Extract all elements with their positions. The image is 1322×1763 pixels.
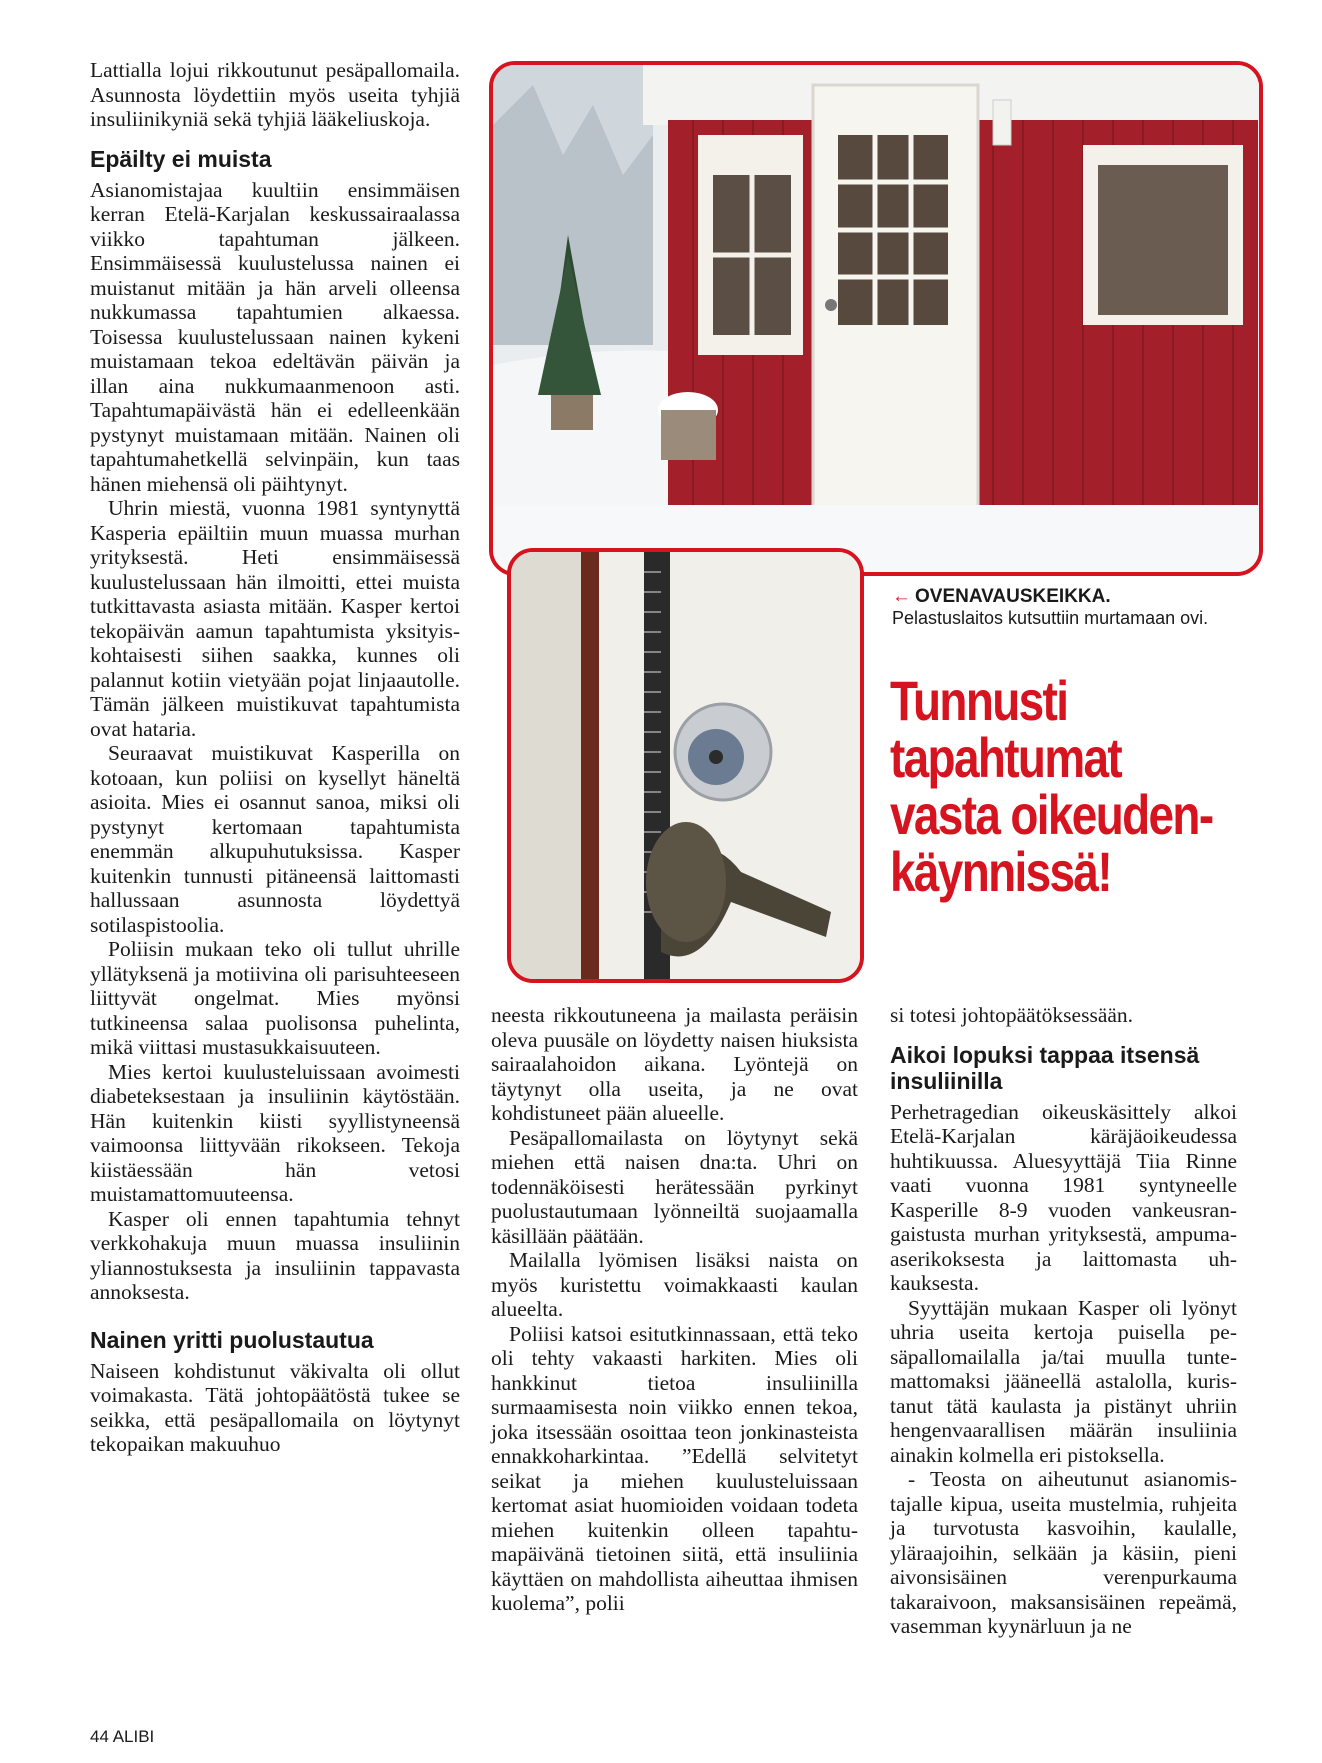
headline-line: vasta oikeuden- xyxy=(890,783,1213,846)
article-column-1 xyxy=(90,58,460,1457)
headline-line: käynnissä! xyxy=(890,840,1111,903)
paragraph: Mailalla lyömisen lisäksi naista on myös kuristettu voimakkaasti kaulan alueelta. xyxy=(491,1248,858,1321)
house-photo xyxy=(489,61,1263,576)
caption-title xyxy=(892,586,1252,608)
paragraph: Naiseen kohdistunut väkivalta oli ollut voimakasta. Tätä johtopäätöstä tukee se seikka, että pesäpallomaila on löytynyt tekopaikan makuuhuo xyxy=(90,1358,460,1456)
paragraph: Lattialla lojui rikkoutunut pesäpallomaila. Asunnosta löydettiin myös useita tyhjiä insuliinikyniä sekä tyhjiä lääkeliuskoja. xyxy=(90,58,460,131)
paragraph: Perhetragedian oikeuskäsittely alkoi Etelä-Karjalan käräjäoikeudessa huhtikuussa. Aluesyyttäjä Tiia Rinne vaati vuonna 1981 syntyneelle Kasperille 8-9 vuoden vankeusrangaistusta murhan yrityksestä, ampuma-aserikoksesta ja laittomasta uhkauksesta. xyxy=(890,1099,1237,1295)
arrow-left-icon: ← xyxy=(892,586,911,607)
paragraph: si totesi johtopäätöksessään. xyxy=(890,1003,1134,1027)
subheading: Epäilty ei muista xyxy=(90,145,272,172)
door-lock-photo xyxy=(507,548,864,983)
headline-line: tapahtumat xyxy=(890,726,1122,789)
article-column-3 xyxy=(890,1003,1237,1639)
paragraph: Asianomistajaa kuultiin ensimmäisen kerran Etelä-Karjalan keskussairaalassa viikko tapahtuman jälkeen. Ensimmäisessä kuulustelussa nainen ei muistanut mitään ja hän arveli olleensa nukkumassa tapahtumien alkaessa. Toisessa kuulustelussaan nainen kykeni muistamaan tekoa edeltävän päivän ja illan aina nukkumaanmenoon asti. Tapahtumapäivästä hän ei edelleenkään pystynyt muistamaan mitään. Nainen oli tapahtumahetkellä selvinpäin, kun taas hänen miehensä oli päihtynyt. xyxy=(90,177,460,496)
paragraph: - Teosta on aiheutunut asianomistajalle kipua, useita mustelmia, ruhjeita ja turvotusta kasvoihin, kaulalle, yläraajoihin, selkään ja käsiin, pieni aivonsisäinen verenpurkauma takaraivoon, maksansisäinen repeämä, vasemman kyynärluun ja ne xyxy=(890,1467,1237,1638)
paragraph: Poliisin mukaan teko oli tullut uhrille yllätyksenä ja motiivina oli parisuhteeseen liittyvät ongelmat. Mies myönsi tutkineensa salaa puolisonsa puhelinta, mikä viittasi mustasukkaisuuteen. xyxy=(90,937,460,1059)
paragraph: Pesäpallomailasta on löytynyt sekä miehen että naisen dna:ta. Uhri on todennäköisesti herätessään pyrkinyt puolustautumaan lyönneiltä suojaamalla käsillään päätään. xyxy=(491,1125,858,1248)
caption-title-text: OVENAVAUSKEIKKA. xyxy=(915,586,1111,607)
paragraph: Kasper oli ennen tapahtumia tehnyt verkkohakuja muun muassa insuliinin yliannostuksesta ja insuliinin tappavasta annoksesta. xyxy=(90,1206,460,1304)
photo-caption xyxy=(892,586,1252,629)
caption-text: Pelastuslaitos kutsuttiin murtamaan ovi. xyxy=(892,608,1209,628)
paragraph: Seuraavat muistikuvat Kasperilla on kotoaan, kun poliisi on kysellyt häneltä asioita. Mies ei osannut sanoa, miksi oli pystynyt kertomaan tapahtumista enemmän alkupuhutuksissa. Kasper kuitenkin tunnusti pitäneensä laittomasti hallussaan asunnosta löydettyä sotilaspistoolia. xyxy=(90,741,460,937)
subheading: Nainen yritti puolustautua xyxy=(90,1326,374,1353)
paragraph: neesta rikkoutuneena ja mailasta peräisin oleva puusäle on löydetty naisen hiuksista sairaalahoidon aikana. Lyöntejä on täytynyt olla useita, ja ne ovat kohdistuneet pään alueelle. xyxy=(491,1003,858,1125)
subheading: Aikoi lopuksi tappaa itsensä insuliinilla xyxy=(890,1041,1200,1094)
paragraph: Syyttäjän mukaan Kasper oli lyönyt uhria useita kertoja puisella pesäpallomailalla ja/tai muulla tuntemattomaksi jääneellä astalolla, kuristanut tätä kaulasta ja pistänyt uhriin hengenvaarallisen määrän insuliinia ainakin kolmella eri pistoksella. xyxy=(890,1295,1237,1467)
headline-line: Tunnusti xyxy=(890,669,1068,732)
article-column-2 xyxy=(491,1003,858,1616)
page-folio: 44 ALIBI xyxy=(90,1727,155,1746)
paragraph: Mies kertoi kuulusteluissaan avoimesti diabeteksestaan ja insuliinin käytöstään. Hän kuitenkin kiisti syyllistyneensä vaimoonsa liittyvään rikokseen. Tekoja kiistäessään hän vetosi muistamattomuuteensa. xyxy=(90,1059,460,1206)
paragraph: Poliisi katsoi esitutkinnassaan, että teko oli tehty vakaasti harkiten. Mies oli hankkinut tietoa insuliinilla surmaamisesta noin viikko ennen tekoa, joka itsessään osoittaa teon jonkinasteista ennakkoharkintaa. ”Edellä selvitetyt seikat ja miehen kuulusteluissaan kertomat asiat huomioiden voidaan todeta miehen kuitenkin olleen tapahtumapäivänä tietoinen siitä, että insuliinia käyttäen on mahdollista aiheuttaa ihmisen kuolema”, polii xyxy=(491,1321,858,1615)
pull-headline xyxy=(890,669,1213,903)
paragraph: Uhrin miestä, vuonna 1981 syntynyttä Kasperia epäiltiin muun muassa murhan yrityksestä. Heti ensimmäisessä kuulustelussaan hän ilmoitti, ettei muista tutkittavasta asiasta mitään. Kasper kertoi tekopäivän aamun tapahtumista yksityiskohtaisesti siihen saakka, kunnes oli palannut kotiin vietyään pojat linjaautolle. Tämän jälkeen muistikuvat tapahtumista ovat hataria. xyxy=(90,496,460,741)
